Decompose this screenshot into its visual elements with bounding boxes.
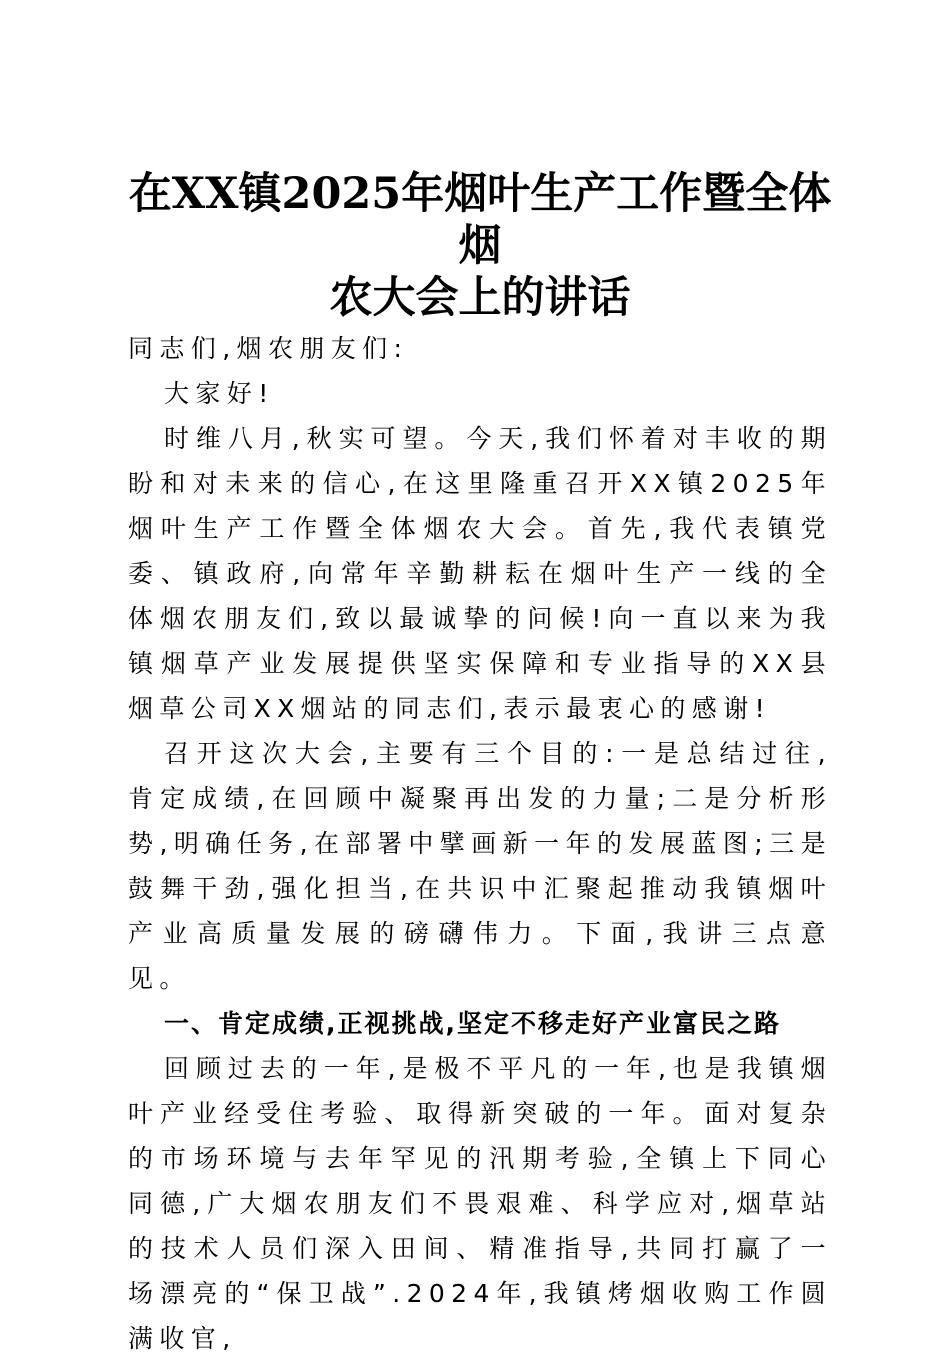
paragraph-opening: 时维八月,秋实可望。今天,我们怀着对丰收的期盼和对未来的信心,在这里隆重召开XX镇2025年烟叶生产工作暨全体烟农大会。首先,我代表镇党委、镇政府,向常年辛勤耕耘在烟叶生产一线的全体烟农朋友们,致以最诚挚的问候!向一直以来为我镇烟草产业发展提供坚实保障和专业指导的XX县烟草公司XX烟站的同志们,表示最衷心的感谢!	[128, 424, 832, 723]
greeting: 大家好!	[164, 379, 275, 408]
section-1-paragraph: 回顾过去的一年,是极不平凡的一年,也是我镇烟叶产业经受住考验、取得新突破的一年。面对复杂的市场环境与去年罕见的汛期考验,全镇上下同心同德,广大烟农朋友们不畏艰难、科学应对,烟草站的技术人员们深入田间、精准指导,共同打赢了一场漂亮的“保卫战”.2024年,我镇烤烟收购工作圆满收官,	[128, 1054, 832, 1353]
title-line-1: 在XX镇2025年烟叶生产工作暨全体烟	[128, 169, 832, 271]
document-body	[128, 326, 832, 1361]
title-line-2: 农大会上的讲话	[329, 273, 631, 323]
section-heading-1: 一、肯定成绩,正视挑战,坚定不移走好产业富民之路	[164, 1009, 781, 1038]
paragraph-purpose: 召开这次大会,主要有三个目的:一是总结过往,肯定成绩,在回顾中凝聚再出发的力量;二是分析形势,明确任务,在部署中擘画新一年的发展蓝图;三是鼓舞干劲,强化担当,在共识中汇聚起推动我镇烟叶产业高质量发展的磅礴伟力。下面,我讲三点意见。	[128, 739, 832, 993]
document-title	[128, 168, 832, 324]
salutation: 同志们,烟农朋友们:	[128, 334, 409, 363]
